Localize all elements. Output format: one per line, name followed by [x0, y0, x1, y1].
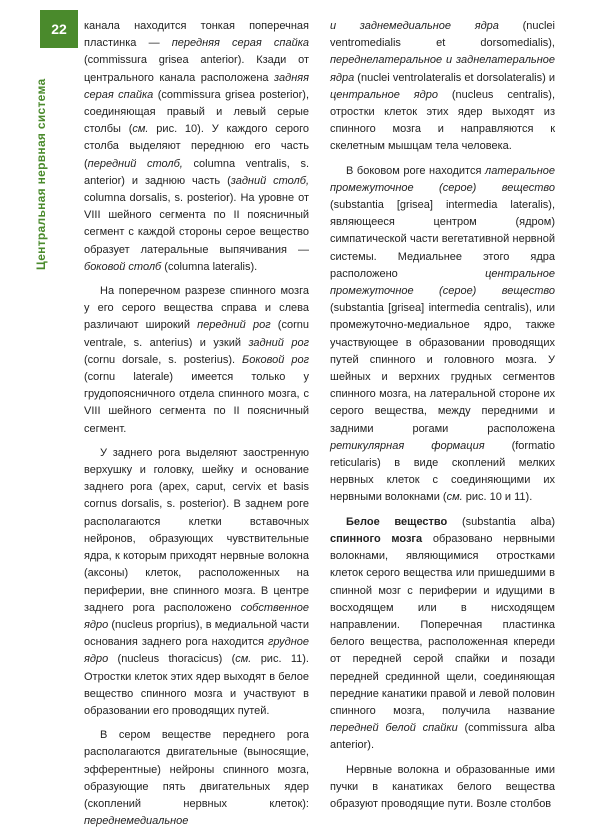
- text-column-left: [84, 18, 309, 837]
- paragraph: В сером веществе переднего рога располагаются двигательные (выносящие, эфферентные) нейроны спинного мозга, образующие пять двигательных ядер (скоплений нервных клеток): переднемедиальное: [84, 729, 309, 828]
- paragraph: канала находится тонкая поперечная пластинка — передняя серая спайка (commissura grisea anterior). Кзади от центрального канала расположена задняя серая спайка (commissura grisea posterior), соединяющая правый и левый серые столбы (см. рис. 10). У каждого серого столба выделяют переднюю его часть (передний столб, columna ventralis, s. anterior) и заднюю часть (задний столб, columna dorsalis, s. posterior). На уровне от VIII шейного сегмента по II поясничный сегмент с каждой стороны серое вещество образует латеральные выпячивания — боковой столб (columna lateralis).: [84, 20, 309, 273]
- text-column-right: [330, 18, 555, 820]
- paragraph: Нервные волокна и образованные ими пучки в канатиках белого вещества образуют проводящие пути. Возле столбов: [330, 763, 555, 810]
- page-number: 22: [40, 10, 78, 48]
- section-title: Центральная нервная система: [34, 78, 48, 270]
- page-sidebar: [0, 0, 67, 750]
- paragraph: На поперечном разрезе спинного мозга у его серого вещества справа и слева различают широкий передний рог (cornu ventrale, s. anterius) и узкий задний рог (cornu dorsale, s. posterius). Боковой рог (cornu laterale) имеется только у грудопоясничного отдела спинного мозга, с VIII шейного сегмента по II поясничный сегмент.: [84, 285, 309, 435]
- paragraph: и заднемедиальное ядра (nuclei ventromedialis et dorsomedialis), переднелатеральное и заднелатеральное ядра (nuclei ventrolateralis et dorsolateralis) и центральное ядро (nucleus centralis), отростки клеток этих ядер выходят из спинного мозга и направляются к скелетным мышцам тела человека.: [330, 20, 555, 153]
- paragraph: Белое вещество (substantia alba) спинного мозга образовано нервными волокнами, являющимися отростками клеток серого вещества или пришедшими в спинной мозг с периферии и идущими в восходящем или в нисходящем направлении. Поперечная пластинка белого вещества, расположенная кпереди от передней серой спайки и позади передней срединной щели, соединяющая передние канатики правой и левой половин спинного мозга, получила название передней белой спайки (commissura alba anterior).: [330, 515, 556, 752]
- paragraph: В боковом роге находится латеральное промежуточное (серое) вещество (substantia [grisea] intermedia lateralis), являющееся центром (ядром) симпатической части вегетативной нервной системы. Медиальнее этого ядра расположено центральное промежуточное (серое) вещество (substantia [grisea] intermedia centralis), или промежуточно-медиальное ядро, также участвующее в образовании проводящих путей спинного и головного мозга. У шейных и верхних грудных сегментов спинного мозга, на латеральной стороне их серого вещества, между передними и задними рогами расположена ретикулярная формация (formatio reticularis) в виде скоплений мелких нервных клеток с соединяющими их нервными волокнами (см. рис. 10 и 11).: [330, 164, 555, 504]
- paragraph: У заднего рога выделяют заостренную верхушку и головку, шейку и основание заднего рога (apex, caput, cervix et basis cornus dorsalis, s. posterior). В заднем роге располагаются клетки вставочных нейронов, образующих чувствительные ядра, к которым приходят нервные волокна (аксоны) клеток, расположенных на периферии, вне спинного мозга. В центре заднего рога расположено собственное ядро (nucleus proprius), в медиальной части основания заднего рога находится грудное ядро (nucleus thoracicus) (см. рис. 11). Отростки клеток этих ядер выходят в белое вещество спинного мозга и участвуют в образовании его проводящих путей.: [84, 446, 309, 717]
